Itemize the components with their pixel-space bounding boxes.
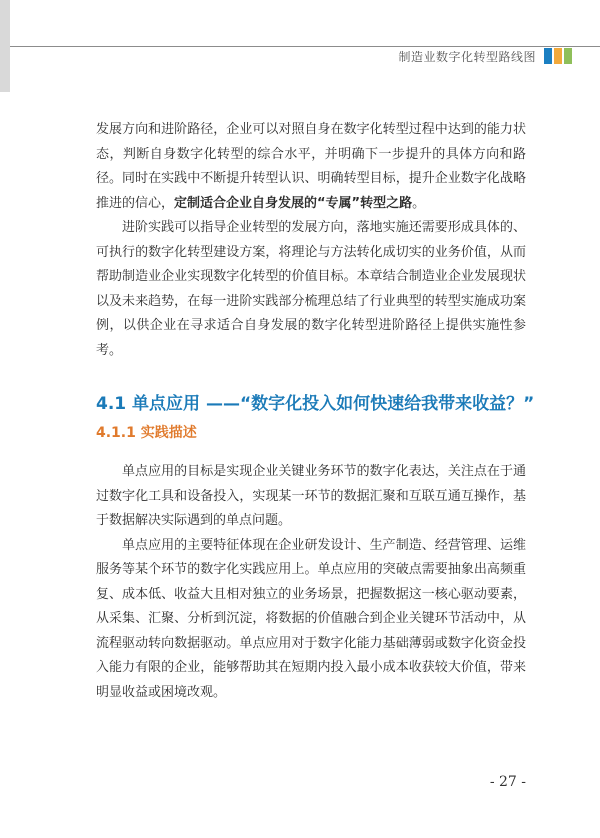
running-header-title: 制造业数字化转型路线图	[398, 50, 536, 64]
section-paragraph-2: 单点应用的主要特征体现在企业研发设计、生产制造、经营管理、运维服务等某个环节的数字化实践应用上。单点应用的突破点需要抽象出高频重复、成本低、收益大且相对独立的业务场景，把握数据这一核心驱动要素，从采集、汇聚、分析到沉淀，将数据的价值融合到企业关键环节活动中，从流程驱动转向数据驱动。单点应用对于数字化能力基础薄弱或数字化资金投入能力有限的企业，能够帮助其在短期内投入最小成本收获较大价值，带来明显收益或困境改观。	[96, 537, 526, 700]
intro-paragraph-1	[96, 118, 526, 216]
intro-paragraph-2: 进阶实践可以指导企业转型的发展方向，落地实施还需要形成具体的、可执行的数字化转型建设方案，将理论与方法转化成切实的业务价值，从而帮助制造业企业实现数字化转型的价值目标。本章结合制造业企业发展现状以及未来趋势，在每一进阶实践部分梳理总结了行业典型的转型实施成功案例，以供企业在寻求适合自身发展的数字化转型进阶路径上提供实施性参考。	[96, 220, 526, 358]
header-block-orange	[554, 48, 562, 64]
section-paragraph-1: 单点应用的目标是实现企业关键业务环节的数字化表达，关注点在于通过数字化工具和设备投入，实现某一环节的数据汇聚和互联互通互操作，基于数据解决实际遇到的单点问题。	[96, 464, 526, 528]
header-block-green	[564, 48, 572, 64]
intro-paragraph-1-text: 发展方向和进阶路径，企业可以对照自身在数字化转型过程中达到的能力状态，判断自身数字化转型的综合水平，并明确下一步提升的具体方向和路径。同时在实践中不断提升转型认识、明确转型目标，提升企业数字化战略推进的信心，	[96, 122, 526, 211]
subsection-heading: 4.1.1 实践描述	[96, 425, 197, 441]
section-heading: 4.1 单点应用 ——“数字化投入如何快速给我带来收益？”	[96, 394, 535, 414]
page-body	[96, 118, 535, 705]
header-color-blocks	[542, 48, 572, 64]
page-number: - 27 -	[489, 774, 526, 790]
header-rule	[10, 46, 600, 47]
page-edge-band	[0, 0, 10, 92]
intro-paragraph-1-end: 。	[412, 195, 426, 211]
header-block-blue	[544, 48, 552, 64]
intro-paragraph-1-emphasis: 定制适合企业自身发展的“专属”转型之路	[174, 195, 413, 211]
